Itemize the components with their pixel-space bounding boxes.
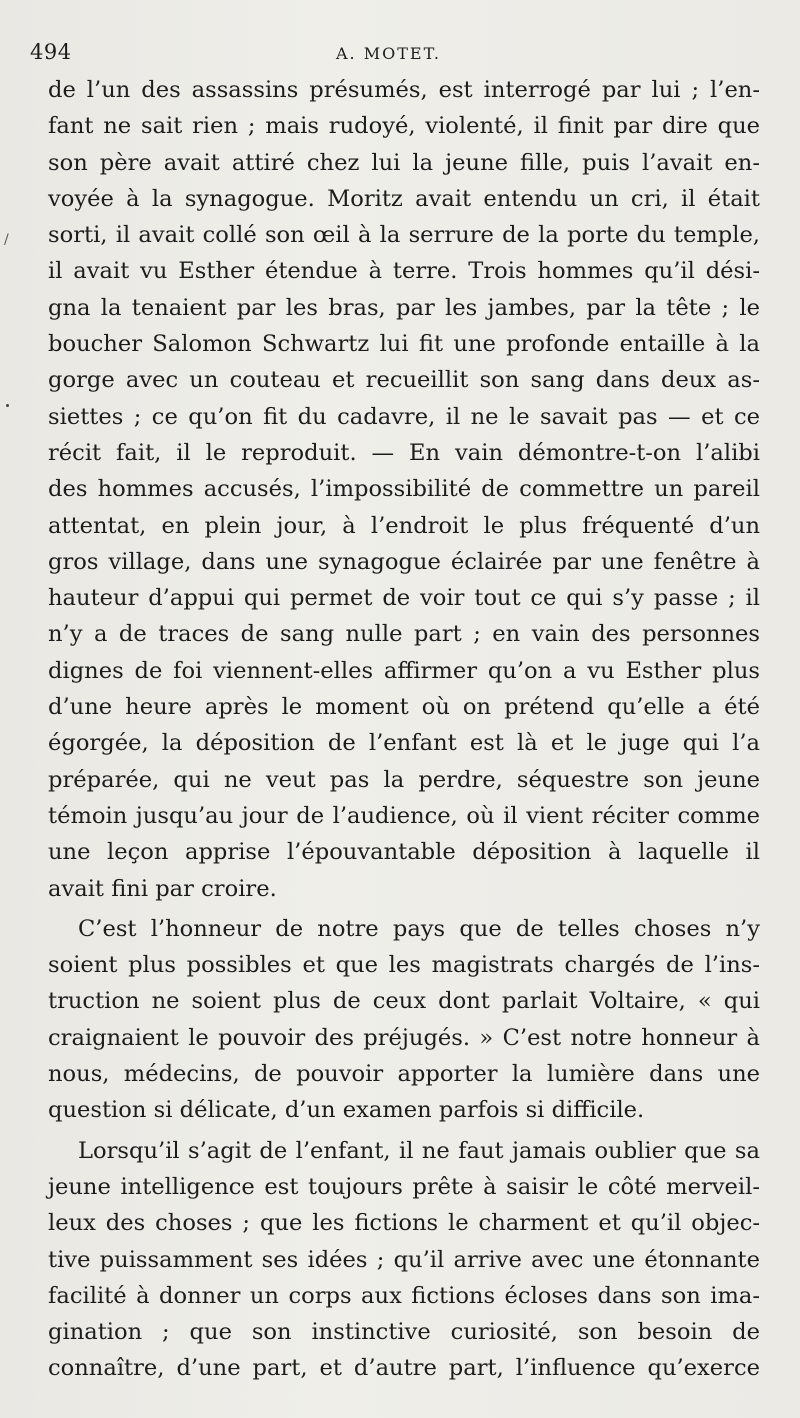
text-line: C’est l’honneur de notre pays que de telles choses n’y [78,915,760,942]
text-line: témoin jusqu’au jour de l’audience, où il vient réciter comme [48,802,760,829]
text-line: tive puissamment ses idées ; qu’il arrive avec une étonnante [48,1246,760,1273]
text-line: des hommes accusés, l’impossibilité de commettre un pareil [48,476,760,503]
text-line: voyée à la synagogue. Moritz avait entendu un cri, il était [48,185,760,212]
text-line: de l’un des assassins présumés, est interrogé par lui ; l’en- [48,77,760,103]
text-line: Lorsqu’il s’agit de l’enfant, il ne faut jamais oublier que sa [78,1137,760,1164]
text-line: gorge avec un couteau et recueillit son sang dans deux as- [48,367,760,394]
text-line: dignes de foi viennent-elles affirmer qu’on a vu Esther plus [48,657,760,684]
page-number: 494 [30,40,72,64]
text-line: nous, médecins, de pouvoir apporter la lumière dans une [48,1061,760,1088]
text-line: boucher Salomon Schwartz lui fit une profonde entaille à la [48,331,760,358]
text-line: n’y a de traces de sang nulle part ; en vain des personnes [48,621,760,648]
text-line: il avait vu Esther étendue à terre. Trois hommes qu’il dési- [48,258,760,285]
paragraph-2 [48,911,760,1129]
running-head [30,40,770,72]
text-line: soient plus possibles et que les magistrats chargés de l’ins- [48,952,760,979]
paragraph-3 [48,1133,760,1387]
text-line: fant ne sait rien ; mais rudoyé, violenté, il finit par dire que [48,113,760,140]
text-line: leux des choses ; que les fictions le charment et qu’il objec- [48,1210,760,1237]
text-line: hauteur d’appui qui permet de voir tout ce qui s’y passe ; il [48,585,760,612]
paragraph-1 [48,72,760,907]
text-line: attentat, en plein jour, à l’endroit le plus fréquenté d’un [48,512,760,539]
text-line: préparée, qui ne veut pas la perdre, séquestre son jeune [48,766,760,793]
text-line: connaître, d’une part, et d’autre part, l’influence qu’exerce [48,1355,760,1382]
text-line: gna la tenaient par les bras, par les jambes, par la tête ; le [48,294,760,321]
text-line: d’une heure après le moment où on prétend qu’elle a été [48,694,760,721]
text-line: truction ne soient plus de ceux dont parlait Voltaire, « qui [48,988,760,1015]
text-line: égorgée, la déposition de l’enfant est là et le juge qui l’a [48,730,760,757]
text-line: gination ; que son instinctive curiosité, son besoin de [48,1319,760,1346]
text-line: craignaient le pouvoir des préjugés. » C’est notre honneur à [48,1024,760,1051]
margin-mark: / [4,232,9,248]
text-line: une leçon apprise l’épouvantable déposition à laquelle il [48,839,760,866]
text-line: sorti, il avait collé son œil à la serrure de la porte du temple, [48,222,760,249]
text-line: facilité à donner un corps aux fictions écloses dans son ima- [48,1282,760,1309]
text-line: gros village, dans une synagogue éclairée par une fenêtre à [48,548,760,575]
text-line: siettes ; ce qu’on fit du cadavre, il ne le savait pas — et ce [48,403,760,430]
text-line: avait fini par croire. [48,875,277,902]
running-title: A. MOTET. [336,44,441,63]
margin-dot [6,404,9,407]
body-text [48,72,760,1387]
text-line: son père avait attiré chez lui la jeune fille, puis l’avait en- [48,149,760,176]
text-line: question si délicate, d’un examen parfois si difficile. [48,1097,645,1124]
text-line: récit fait, il le reproduit. — En vain démontre-t-on l’alibi [48,439,760,466]
text-line: jeune intelligence est toujours prête à saisir le côté merveil- [48,1173,760,1200]
